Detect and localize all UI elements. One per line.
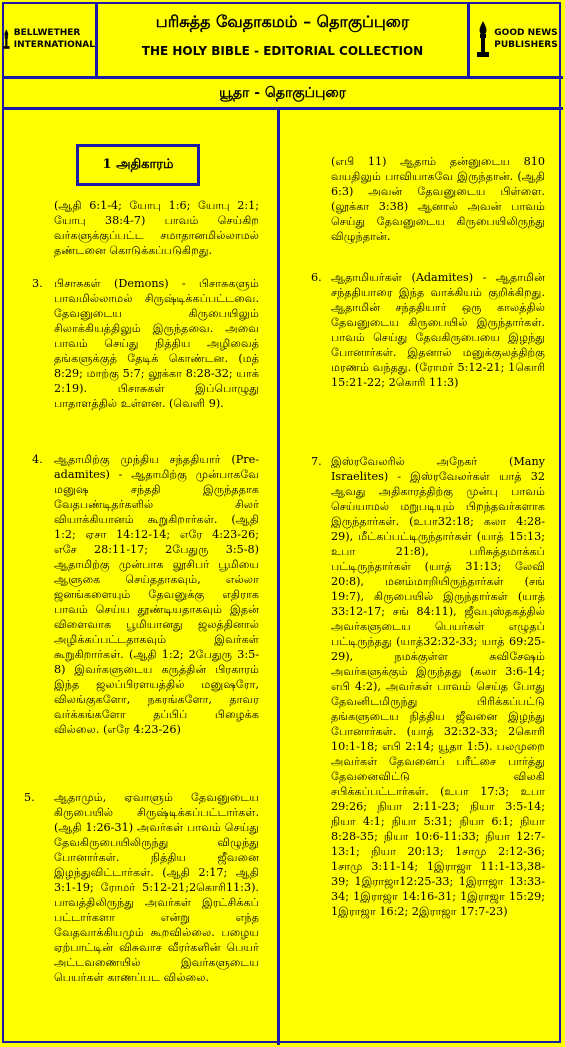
- section-subtitle: யூதா - தொகுப்புரை: [2, 79, 563, 110]
- header: [2, 2, 563, 79]
- title-english: THE HOLY BIBLE - EDITORIAL COLLECTION: [141, 44, 424, 58]
- paragraph-adam-eve: ஆதாமும், ஏவாளும் தேவனுடைய கிருபையில் சிருஷ்டிக்கப்பட்டார்கள். (ஆதி 1:26-31) அவர்கள் பாவம் செய்து தேவகிருபையிலிருந்து விழுந்து போனார்கள். நித்திய ஜீவனை இழந்துவிட்டார்கள். (ஆதி 2:17; ஆதி 3:1-19; ரோமர் 5:12-21;2கொரி11:3). பாவத்திலிருந்து அவர்கள் இரட்சிக்கப் பட்டார்களா என்று எந்த வேதவாக்கியமும் கூறவில்லை. பழைய ஏற்பாட்டின் விசுவாச வீரர்களின் பெயர் அட்டவணையில் இவர்களுடைய பெயர்கள் காணப்பட வில்லை.: [54, 791, 259, 984]
- bellwether-logo: [2, 2, 98, 76]
- chapter-box: 1 அதிகாரம்: [76, 144, 200, 186]
- lamp-icon: [2, 19, 11, 59]
- paragraph-israelites: இஸ்ரவேலரில் அநேகர் (Many Israelites) - இஸ்ரவேலர்கள் யாத் 32 ஆவது அதிகாரத்திற்கு முன்பு பாவம் செய்யாமல் மறுபடியும் பிறந்தவர்களாக இருந்தார்கள். (உபா32:18; கலா 4:28-29), மீட்கப்பட்டிருந்தார்கள் (யாத் 15:13; உபா 21:8), பரிசுத்தமாக்கப் பட்டிருந்தார்கள் (யாத் 31:13; லேவி 20:8), மனம்மாறியிருந்தார்கள் (சங் 19:7), கிருபையில் இருந்தார்கள் (யாத் 33:12-17; சங் 84:11), ஜீவபுஸ்தகத்தில் அவர்களுடைய பெயர்கள் எழுதப் பட்டிருந்தது (யாத்32:32-33; யாத் 69:25-29), நமக்குள்ள சுவிசேஷம் அவர்களுக்கும் இருந்தது (கலா 3:6-14; எபி 4:2), அவர்கள் பாவம் செய்த போது தேவனிடமிருந்து பிரிக்கப்பட்டு தங்களுடைய நித்திய ஜீவனை இழந்து போனார்கள். (யாத் 32:32-33; 2கொரி 10:1-18; எபி 2:14; யூதா 1:5). பலமுறை அவர்கள் தேவனைப் பரீட்சை பார்த்து தேவனைவிட்டு விலகி சபிக்கப்பட்டார்கள். (உபா 17:3; உபா 29:26; நியா 2:11-23; நியா 3:5-14; நியா 4:1; நியா 5:31; நியா 6:1; நியா 8:28-35; நியா 10:6-11:33; நியா 12:7-13:1; நியா 20:13; 1சாமு 2:12-36; 1சாமு 3:11-14; 1இராஜா 11:1-13,38-39; 1இராஜா12:25-33; 1இராஜா 13:33-34; 1இராஜா 14:16-31; 1இராஜா 15:29; 1இராஜா 16:2; 2இராஜா 17:7-23): [331, 455, 545, 918]
- left-intro: (ஆதி 6:1-4; யோபு 1:6; யோபு 2:1; யோபு 38:4-7) பாவம் செய்கிற வர்களுக்குப்பட்ட சமாதானமில்லாமல் தண்டனை கொடுக்கப்படுகிறது.: [54, 199, 259, 257]
- title-tamil: பரிசுத்த வேதாகமம் – தொகுப்புரை: [155, 12, 410, 31]
- right-column: [283, 110, 563, 1045]
- paragraph-demons: பிசாசுகள் (Demons) - பிசாசுகளும் பாவமில்லாமல் சிருஷ்டிக்கப்பட்டவை. தேவனுடைய கிருபையிலும் சிலாக்கியத்திலும் இருந்தவை. அவை பாவம் செய்து நித்திய அழிவைத் தங்களுக்குத் தேடிக் கொண்டன. (மத் 8:29; மாற்கு 5:7; லூக்கா 8:28-32; யாக் 2:19). பிசாசுகள் இப்பொழுது பாதாளத்தில் உள்ளன. (வெளி 9).: [54, 277, 259, 410]
- para-number-6: 6.: [311, 271, 322, 284]
- paragraph-pre-adamites: ஆதாமிற்கு முந்திய சந்ததியார் (Pre-adamites) - ஆதாமிற்கு முன்பாகவே மனுஷ சந்ததி இருந்ததாக வேதபண்டிதர்களில் சிலர் வியாக்கியானம் கூறுகிறார்கள். (ஆதி 1:2; ஏசா 14:12-14; எரே 4:23-26; எசே 28:11-17; 2பேதுரு 3:5-8) ஆதாமிற்கு முன்பாக லூசிபர் பூமியை ஆளுகை செய்ததாகவும், எல்லா ஜனங்களையும் தேவனுக்கு எதிராக பாவம் செய்ய தூண்டியதாகவும் இதன் விளைவாக பூமியானது ஜலத்தினால் அழிக்கப்பட்டதாகவும் இவர்கள் கூறுகிறார்கள். (ஆதி 1:2; 2பேதுரு 3:5-8) இவர்களுடைய கருத்தின் பிரகாரம் இந்த ஜலப்பிரளயத்தில் மனுஷரோ, விலங்குகளோ, நகரங்களோ, தாவர வர்க்கங்களோ தப்பிப் பிழைக்க வில்லை. (எரே 4:23-26): [54, 453, 259, 736]
- title-block: [98, 2, 467, 76]
- para-number-7: 7.: [311, 455, 322, 468]
- bellwether-logo-text: BELLWETHER INTERNATIONAL: [13, 28, 95, 50]
- good-news-logo-text: GOOD NEWS PUBLISHERS: [494, 28, 558, 50]
- left-column: [2, 110, 280, 1045]
- paragraph-adamites: ஆதாமியர்கள் (Adamites) - ஆதாமின் சந்ததியாரை இந்த வாக்கியம் குறிக்கிறது. ஆதாமின் சந்ததியார் ஒரு காலத்தில் தேவனுடைய கிருபையில் இருந்தார்கள். பாவம் செய்து தேவகிருபையை இழந்து போனார்கள். இதனால் மனுக்குலத்திற்கு மரணம் வந்தது. (ரோமர் 5:12-21; 1கொரி 15:21-22; 2கொரி 11:3): [331, 271, 545, 389]
- para-number-5: 5.: [24, 791, 35, 804]
- lamp-icon: [475, 19, 491, 59]
- para-number-3: 3.: [32, 277, 43, 290]
- right-intro: (எபி 11) ஆதாம் தன்னுடைய 810 வயதிலும் பாவியாகவே இருந்தான். (ஆதி 6:3) அவன் தேவனுடைய பிள்ளை. (லூக்கா 3:38) ஆனால் அவன் பாவம் செய்து தேவனுடைய கிருபையிலிருந்து விழுந்தான்.: [331, 155, 545, 243]
- para-number-4: 4.: [32, 453, 43, 466]
- good-news-logo: [467, 2, 563, 76]
